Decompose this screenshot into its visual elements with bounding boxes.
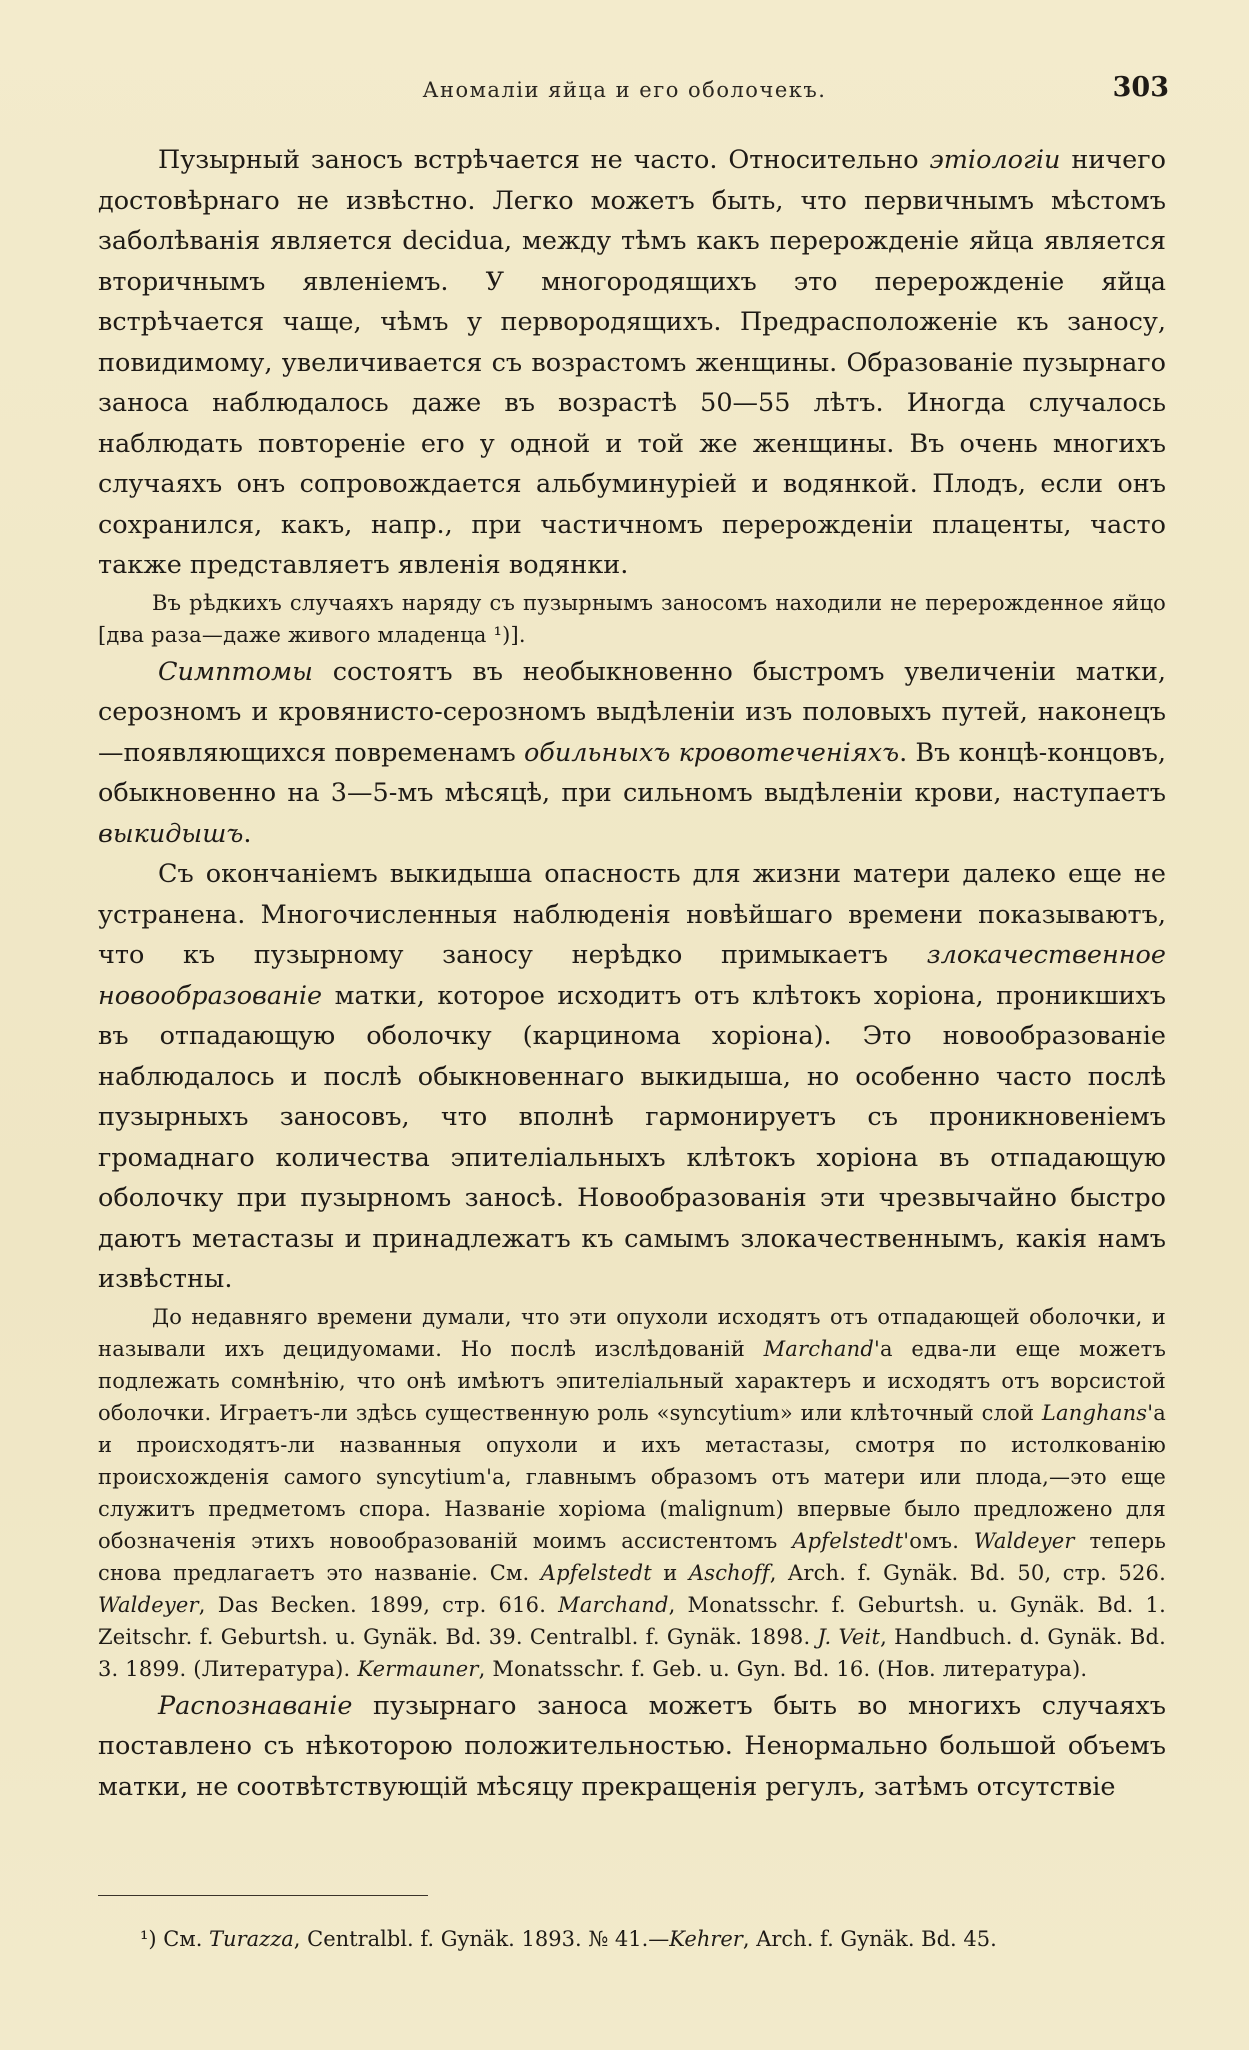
note-literature [98, 1301, 1166, 1685]
page-number: 303 [1112, 72, 1169, 103]
text-run: матки, которое исходитъ отъ клѣтокъ хорiона, проникшихъ въ отпадающую оболочку (карцинома хорiона). Это новообразованiе наблюдалось и послѣ обыкновеннаго выкидыша, но особенно часто послѣ пузырныхъ заносовъ, что вполнѣ гармонируетъ съ проникновенiемъ громаднаго количества эпителiальныхъ клѣтокъ хорiона въ отпадающую оболочку при пузырномъ заносѣ. Новообразованiя эти чрезвычайно быстро даютъ метастазы и принадлежатъ къ самымъ злокачественнымъ, какiя намъ извѣстны. [98, 980, 1166, 1294]
italic-term: Waldeyer [98, 1592, 199, 1617]
italic-term: Marchand [763, 1336, 875, 1361]
italic-term: обильныхъ кровотеченiяхъ [523, 737, 900, 768]
text-run: , Arch. f. Gynäk. Bd. 50, стр. 526. [769, 1560, 1166, 1585]
paragraph-etiology [98, 140, 1166, 586]
italic-term: злокачественное новообразованiе [98, 940, 1166, 1011]
italic-term: Симптомы [158, 656, 313, 687]
paragraph-malignancy [98, 854, 1166, 1300]
italic-term: Apfelstedt [540, 1560, 652, 1585]
text-run: Пузырный заносъ встрѣчается не часто. Относительно [158, 145, 930, 175]
text-run: пузырнаго заноса можетъ быть во многихъ случаяхъ поставлено съ нѣкоторою положительностью. Ненормально большой объемъ матки, не соотвѣтствующiй мѣсяцу прекращенiя регулъ, затѣмъ отсутствiе [98, 1690, 1166, 1802]
italic-term: Turazza [209, 1927, 294, 1951]
italic-term: J. Veit [817, 1624, 881, 1649]
paragraph-symptoms [98, 652, 1166, 855]
footnote [98, 1924, 1166, 1954]
body-text [98, 140, 1166, 1807]
italic-term: Apfelstedt [792, 1528, 904, 1553]
text-run: , Centralbl. f. Gynäk. 1893. № 41.— [293, 1927, 670, 1951]
text-run: Съ окончанiемъ выкидыша опасность для жизни матери далеко еще не устранена. Многочисленныя наблюденiя новѣйшаго времени показываютъ, что къ пузырному заносу нерѣдко примыкаетъ [98, 859, 1166, 970]
text-run: ничего достовѣрнаго не извѣстно. Легко можетъ быть, что первичнымъ мѣстомъ заболѣванiя является decidua, между тѣмъ какъ перерожденiе яйца является вторичнымъ явленiемъ. У многородящихъ это перерожденiе яйца встрѣчается чаще, чѣмъ у первородящихъ. Предрасположенiе къ заносу, повидимому, увеличивается съ возрастомъ женщины. Образованiе пузырнаго заноса наблюдалось даже въ возрастѣ 50—55 лѣтъ. Иногда случалось наблюдать повторенiе его у одной и той же женщины. Въ очень многихъ случаяхъ онъ сопровождается альбуминурiей и водянкой. Плодъ, если онъ сохранился, какъ, напр., при частичномъ перерожденiи плаценты, часто также представляетъ явленiя водянки. [98, 145, 1166, 580]
text-run: До недавняго времени думали, что эти опухоли исходятъ отъ отпадающей оболочки, и называли ихъ децидуомами. Но послѣ изслѣдованiй [98, 1304, 1166, 1361]
text-run: 'а и происходятъ-ли названныя опухоли и ихъ метастазы, смотря по истолкованiю происхожденiя самого syncytium'а, главнымъ образомъ отъ матери или плода,—это еще служитъ предметомъ спора. Названiе хорiома (malignum) впервые было предложено для обозначенiя этихъ новообразованiй моимъ ассистентомъ [98, 1400, 1166, 1553]
italic-term: Распознаванiе [158, 1690, 353, 1721]
note-rare-cases [98, 587, 1166, 651]
text-run: , Arch. f. Gynäk. Bd. 45. [742, 1927, 997, 1951]
text-run: , Monatsschr. f. Geburtsh. u. Gynäk. Bd. 1. Zeitschr. f. Geburtsh. u. Gynäk. Bd. 39. Centralbl. f. Gynäk. 1898. [98, 1592, 1166, 1649]
text-run: 'а едва-ли еще можетъ подлежать сомнѣнiю, что онѣ имѣютъ эпителiальный характеръ и исходятъ отъ ворсистой оболочки. Играетъ-ли здѣсь существенную роль «syncytium» или клѣточный слой [98, 1336, 1166, 1425]
running-title: Аномалiи яйца и его оболочекъ. [422, 78, 827, 102]
running-header [0, 70, 1249, 110]
paragraph-diagnosis [98, 1686, 1166, 1808]
italic-term: Kermauner [357, 1656, 479, 1681]
text-run: Въ рѣдкихъ случаяхъ наряду съ пузырнымъ заносомъ находили не перерожденное яйцо [два раза—даже живого младенца ¹)]. [98, 590, 1166, 647]
text-run: и [651, 1560, 689, 1585]
italic-term: Kehrer [669, 1927, 743, 1951]
text-run: ¹) См. [140, 1927, 210, 1951]
text-run: 'омъ. [903, 1528, 974, 1553]
italic-term: Marchand [558, 1592, 669, 1617]
text-run: . [243, 818, 252, 849]
italic-term: Waldeyer [973, 1528, 1075, 1553]
italic-term: Aschoff [688, 1560, 770, 1585]
italic-term: этiологiи [929, 145, 1061, 175]
italic-term: Langhans [1041, 1400, 1148, 1425]
text-run: , Das Becken. 1899, стр. 616. [198, 1592, 559, 1617]
footnote-divider [98, 1895, 428, 1896]
text-run: , Monatsschr. f. Geb. u. Gyn. Bd. 16. (Нов. литература). [478, 1656, 1088, 1681]
text-run: . Въ концѣ-концовъ, обыкновенно на 3—5-мъ мѣсяцѣ, при сильномъ выдѣленiи крови, наступаетъ [98, 737, 1166, 808]
text-run: , Handbuch. d. Gynäk. Bd. 3. 1899. (Литература). [98, 1624, 1166, 1681]
italic-term: выкидышъ [98, 818, 244, 849]
text-run: состоятъ въ необыкновенно быстромъ увеличенiи матки, серозномъ и кровянисто-серозномъ выдѣленiи изъ половыхъ путей, наконецъ—появляющихся повременамъ [98, 656, 1166, 768]
text-run: теперь снова предлагаетъ это названiе. См. [98, 1528, 1166, 1585]
